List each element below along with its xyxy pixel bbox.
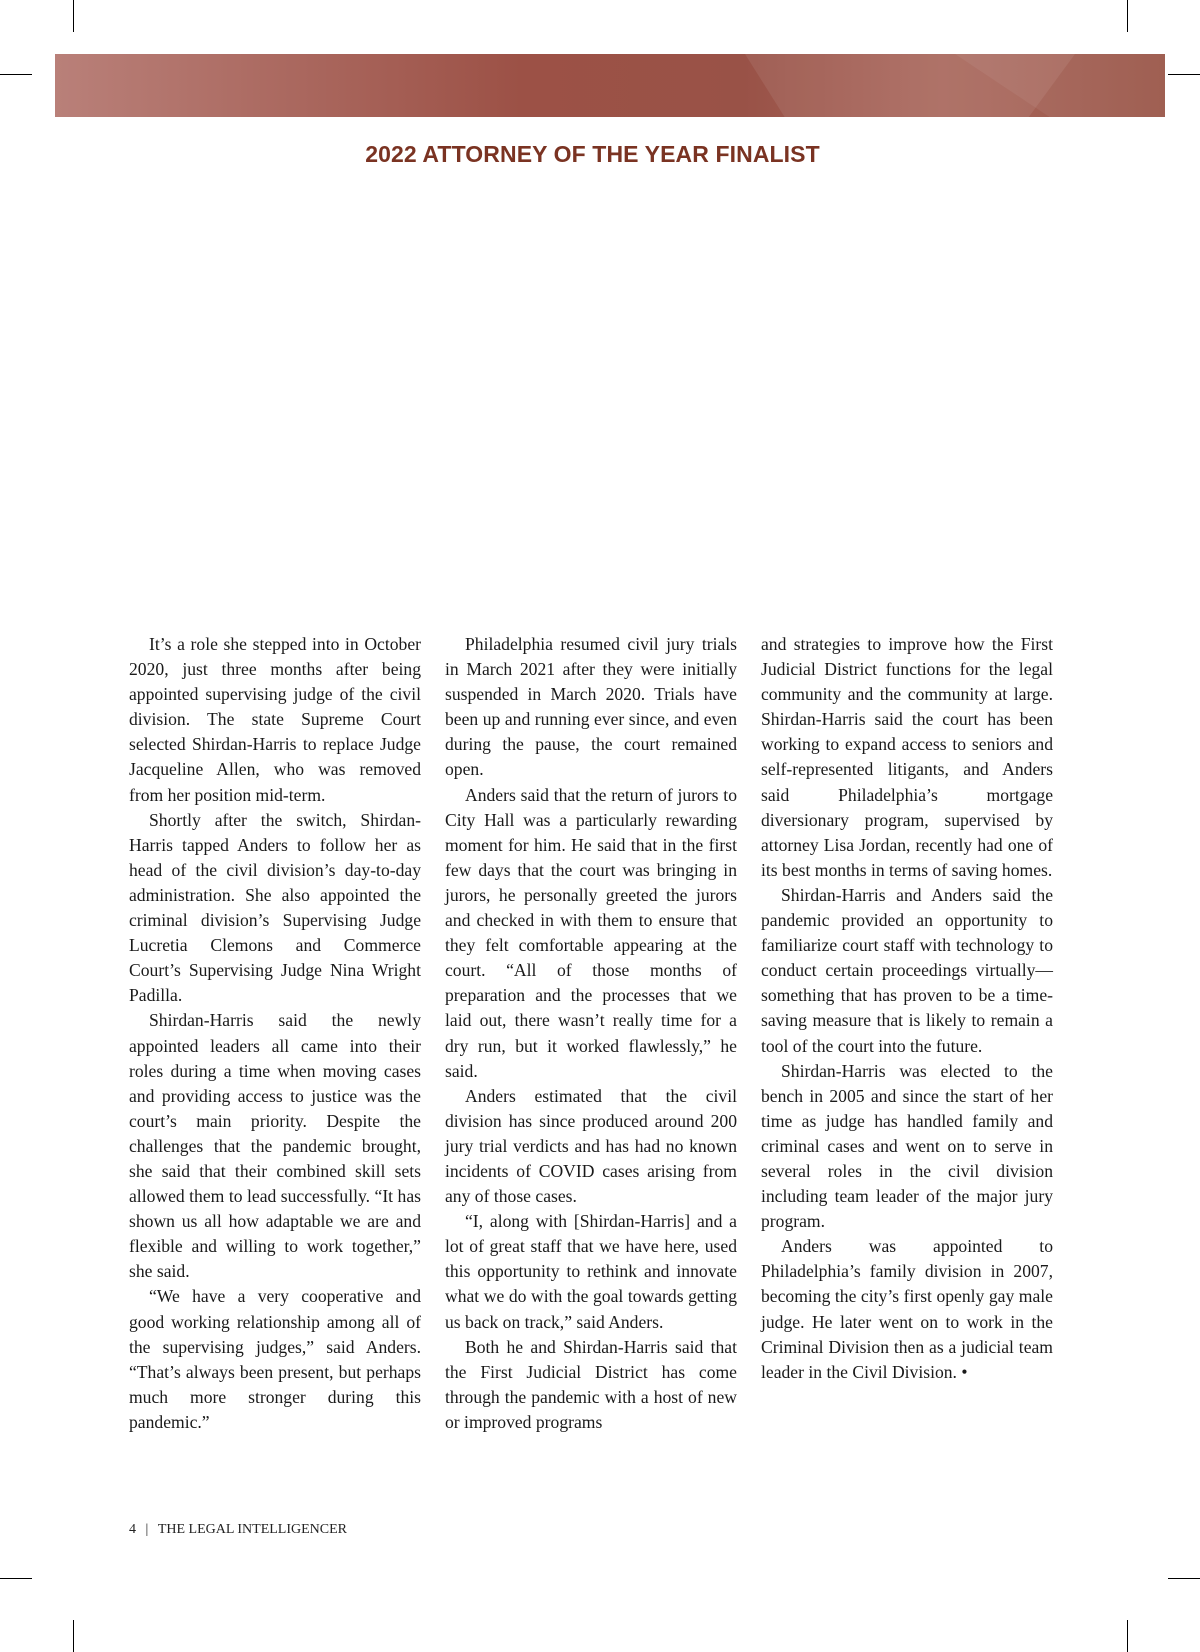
article-column-2 — [445, 632, 737, 1435]
paragraph: It’s a role she stepped into in October 2020, just three months after being appointed supervising judge of the civil division. The state Supreme Court selected Shirdan-Harris to replace Judge Jacqueline Allen, who was removed from her position mid-term. — [129, 634, 421, 805]
paragraph: Shirdan-Harris said the newly appointed leaders all came into their roles during a time when moving cases and providing access to justice was the court’s main priority. Despite the challenges that the pandemic brought, she said that their combined skill sets allowed them to lead successfully. “It has shown us all how adaptable we are and flexible and willing to work together,” she said. — [129, 1010, 421, 1282]
crop-mark — [0, 74, 32, 75]
paragraph: Shirdan-Harris was elected to the bench in 2005 and since the start of her time as judge has handled family and criminal cases and went on to serve in several roles in the civil division including team leader of the major jury program. — [761, 1060, 1053, 1232]
page-footer — [129, 1522, 347, 1538]
paragraph: Shirdan-Harris and Anders said the pandemic provided an opportunity to familiarize court staff with technology to conduct certain proceedings virtually—something that has proven to be a time-saving measure that is likely to remain a tool of the court into the future. — [761, 884, 1053, 1056]
paragraph: and strategies to improve how the First Judicial District functions for the legal community and the community at large. Shirdan-Harris said the court has been working to expand access to seniors and self-represented litigants, and Anders said Philadelphia’s mortgage diversionary program, supervised by attorney Lisa Jordan, recently had one of its best months in terms of saving homes. — [761, 634, 1053, 880]
publication-name: THE LEGAL INTELLIGENCER — [157, 1522, 348, 1537]
article-column-1 — [129, 632, 421, 1435]
paragraph: “We have a very cooperative and good working relationship among all of the supervising judges,” said Anders. “That’s always been present, but perhaps much more stronger during this pandemic.” — [129, 1286, 421, 1432]
crop-mark — [1127, 0, 1128, 32]
paragraph: Shortly after the switch, Shirdan-Harris tapped Anders to follow her as head of the civil division’s day-to-day administration. She also appointed the criminal division’s Supervising Judge Lucretia Clemons and Commerce Court’s Supervising Judge Nina Wright Padilla. — [129, 809, 421, 1006]
article-column-3 — [761, 632, 1053, 1385]
paragraph: Anders was appointed to Philadelphia’s family division in 2007, becoming the city’s first openly gay male judge. He later went on to work in the Criminal Division then as a judicial team leader in the Civil Division. • — [761, 1236, 1053, 1382]
page-number: 4 — [129, 1522, 136, 1537]
paragraph: Both he and Shirdan-Harris said that the First Judicial District has come through the pandemic with a host of new or improved programs — [445, 1336, 737, 1432]
page-title: 2022 ATTORNEY OF THE YEAR FINALIST — [365, 141, 820, 167]
paragraph: Philadelphia resumed civil jury trials in March 2021 after they were initially suspended in March 2020. Trials have been up and running ever since, and even during the pause, the court remained open. — [445, 634, 737, 780]
footer-separator: | — [145, 1522, 149, 1537]
paragraph: “I, along with [Shirdan-Harris] and a lot of great staff that we have here, used this opportunity to rethink and innovate what we do with the goal towards getting us back on track,” said Anders. — [445, 1211, 737, 1332]
crop-mark — [73, 0, 74, 32]
crop-mark — [1168, 74, 1200, 75]
header-banner — [55, 54, 1165, 117]
paragraph: Anders said that the return of jurors to City Hall was a particularly rewarding moment for him. He said that in the first few days that the court was bringing in jurors, he personally greeted the jurors and checked in with them to ensure that they felt comfortable appearing at the court. “All of those months of preparation and the processes that we laid out, there wasn’t really time for a dry run, but it worked flawlessly,” he said. — [445, 784, 737, 1081]
crop-mark — [73, 1620, 74, 1652]
crop-mark — [1127, 1620, 1128, 1652]
paragraph: Anders estimated that the civil division has since produced around 200 jury trial verdicts and has had no known incidents of COVID cases arising from any of those cases. — [445, 1085, 737, 1207]
crop-mark — [0, 1578, 32, 1579]
crop-mark — [1168, 1578, 1200, 1579]
